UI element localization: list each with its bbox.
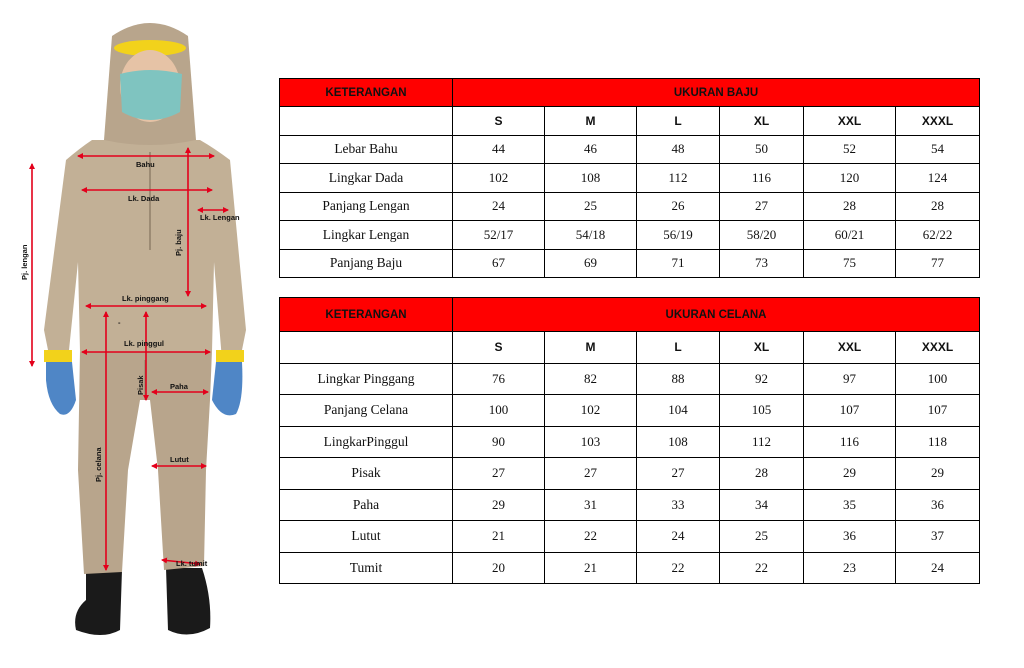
label-lk-pinggul: Lk. pinggul (124, 339, 164, 348)
left-glove (46, 362, 76, 415)
table-row (280, 521, 980, 553)
label-lk-tumit: Lk. tumit (176, 559, 208, 568)
cell-value: 29 (896, 458, 980, 490)
cell-value: 90 (453, 426, 545, 458)
cell-value: 56/19 (637, 221, 720, 250)
cell-value: 54 (896, 135, 980, 164)
celana-sizes-row (280, 332, 980, 364)
cell-value: 20 (453, 552, 545, 584)
cell-value: 28 (896, 192, 980, 221)
table-row (280, 192, 980, 221)
size-s: S (453, 332, 545, 364)
cell-value: 75 (804, 249, 896, 278)
cell-value: 102 (545, 395, 637, 427)
baju-header-row (280, 79, 980, 107)
baju-sizes-row (280, 107, 980, 136)
right-glove (212, 362, 242, 415)
row-label: Panjang Lengan (280, 192, 453, 221)
cell-value: 77 (896, 249, 980, 278)
cell-value: 33 (637, 489, 720, 521)
cell-value: 52/17 (453, 221, 545, 250)
cell-value: 107 (804, 395, 896, 427)
cell-value: 36 (896, 489, 980, 521)
cell-value: 108 (545, 164, 637, 193)
label-lk-pinggang: Lk. pinggang (122, 294, 169, 303)
ukuran-celana-header: UKURAN CELANA (453, 298, 980, 332)
cell-value: 69 (545, 249, 637, 278)
cell-value: 120 (804, 164, 896, 193)
size-s: S (453, 107, 545, 136)
cell-value: 27 (720, 192, 804, 221)
size-xl: XL (720, 332, 804, 364)
row-label: Lingkar Pinggang (280, 363, 453, 395)
cell-value: 21 (453, 521, 545, 553)
cell-value: 104 (637, 395, 720, 427)
cell-value: 29 (804, 458, 896, 490)
cell-value: 73 (720, 249, 804, 278)
row-label: LingkarPinggul (280, 426, 453, 458)
label-pj-lengan: Pj. lengan (20, 244, 29, 280)
size-xxl: XXL (804, 332, 896, 364)
label-pj-baju: Pj. baju (174, 229, 183, 256)
cell-value: 46 (545, 135, 637, 164)
cell-value: 34 (720, 489, 804, 521)
label-pj-celana: Pj. celana (94, 447, 103, 482)
table-row (280, 395, 980, 427)
row-label: Lingkar Lengan (280, 221, 453, 250)
right-cuff (216, 350, 244, 362)
table-row (280, 426, 980, 458)
cell-value: 105 (720, 395, 804, 427)
face-mask (120, 70, 182, 120)
cell-value: 107 (896, 395, 980, 427)
table-row (280, 489, 980, 521)
size-m: M (545, 107, 637, 136)
product-photo (0, 0, 270, 663)
label-dash: - (118, 318, 121, 327)
label-paha: Paha (170, 382, 188, 391)
cell-value: 62/22 (896, 221, 980, 250)
cell-value: 27 (453, 458, 545, 490)
label-lutut: Lutut (170, 455, 189, 464)
row-label: Tumit (280, 552, 453, 584)
cell-value: 44 (453, 135, 545, 164)
cell-value: 92 (720, 363, 804, 395)
cell-value: 22 (545, 521, 637, 553)
cell-value: 26 (637, 192, 720, 221)
size-xxl: XXL (804, 107, 896, 136)
size-l: L (637, 332, 720, 364)
cell-value: 28 (804, 192, 896, 221)
row-label: Lingkar Dada (280, 164, 453, 193)
celana-size-table (279, 297, 980, 584)
cell-value: 103 (545, 426, 637, 458)
table-row (280, 135, 980, 164)
keterangan-header: KETERANGAN (280, 298, 453, 332)
cell-value: 31 (545, 489, 637, 521)
cell-value: 24 (637, 521, 720, 553)
row-label: Paha (280, 489, 453, 521)
size-m: M (545, 332, 637, 364)
cell-value: 21 (545, 552, 637, 584)
cell-value: 67 (453, 249, 545, 278)
cell-value: 71 (637, 249, 720, 278)
cell-value: 100 (453, 395, 545, 427)
cell-value: 112 (637, 164, 720, 193)
cell-value: 88 (637, 363, 720, 395)
left-boot (75, 570, 122, 635)
row-label: Lutut (280, 521, 453, 553)
cell-value: 58/20 (720, 221, 804, 250)
cell-value: 25 (720, 521, 804, 553)
table-row (280, 363, 980, 395)
size-xl: XL (720, 107, 804, 136)
empty-cell (280, 332, 453, 364)
label-bahu: Bahu (136, 160, 155, 169)
cell-value: 52 (804, 135, 896, 164)
cell-value: 22 (720, 552, 804, 584)
table-row (280, 458, 980, 490)
cell-value: 116 (720, 164, 804, 193)
size-xxxl: XXXL (896, 332, 980, 364)
cell-value: 108 (637, 426, 720, 458)
celana-header-row (280, 298, 980, 332)
coverall-figure-illustration (0, 0, 270, 663)
cell-value: 48 (637, 135, 720, 164)
cell-value: 36 (804, 521, 896, 553)
table-row (280, 164, 980, 193)
right-boot (166, 568, 210, 635)
row-label: Lebar Bahu (280, 135, 453, 164)
cell-value: 29 (453, 489, 545, 521)
label-lk-dada: Lk. Dada (128, 194, 160, 203)
table-row (280, 552, 980, 584)
cell-value: 50 (720, 135, 804, 164)
cell-value: 27 (545, 458, 637, 490)
row-label: Panjang Baju (280, 249, 453, 278)
label-lk-lengan: Lk. Lengan (200, 213, 240, 222)
cell-value: 97 (804, 363, 896, 395)
ukuran-baju-header: UKURAN BAJU (453, 79, 980, 107)
cell-value: 22 (637, 552, 720, 584)
cell-value: 27 (637, 458, 720, 490)
baju-size-table (279, 78, 980, 278)
jacket (44, 140, 246, 360)
cell-value: 24 (896, 552, 980, 584)
cell-value: 23 (804, 552, 896, 584)
keterangan-header: KETERANGAN (280, 79, 453, 107)
empty-cell (280, 107, 453, 136)
cell-value: 25 (545, 192, 637, 221)
cell-value: 124 (896, 164, 980, 193)
cell-value: 60/21 (804, 221, 896, 250)
cell-value: 112 (720, 426, 804, 458)
cell-value: 54/18 (545, 221, 637, 250)
size-l: L (637, 107, 720, 136)
cell-value: 76 (453, 363, 545, 395)
cell-value: 116 (804, 426, 896, 458)
left-cuff (44, 350, 72, 362)
table-row (280, 249, 980, 278)
cell-value: 100 (896, 363, 980, 395)
size-xxxl: XXXL (896, 107, 980, 136)
cell-value: 118 (896, 426, 980, 458)
cell-value: 28 (720, 458, 804, 490)
row-label: Pisak (280, 458, 453, 490)
cell-value: 24 (453, 192, 545, 221)
cell-value: 82 (545, 363, 637, 395)
row-label: Panjang Celana (280, 395, 453, 427)
cell-value: 37 (896, 521, 980, 553)
table-row (280, 221, 980, 250)
cell-value: 35 (804, 489, 896, 521)
label-pisak: Pisak (136, 375, 145, 395)
cell-value: 102 (453, 164, 545, 193)
